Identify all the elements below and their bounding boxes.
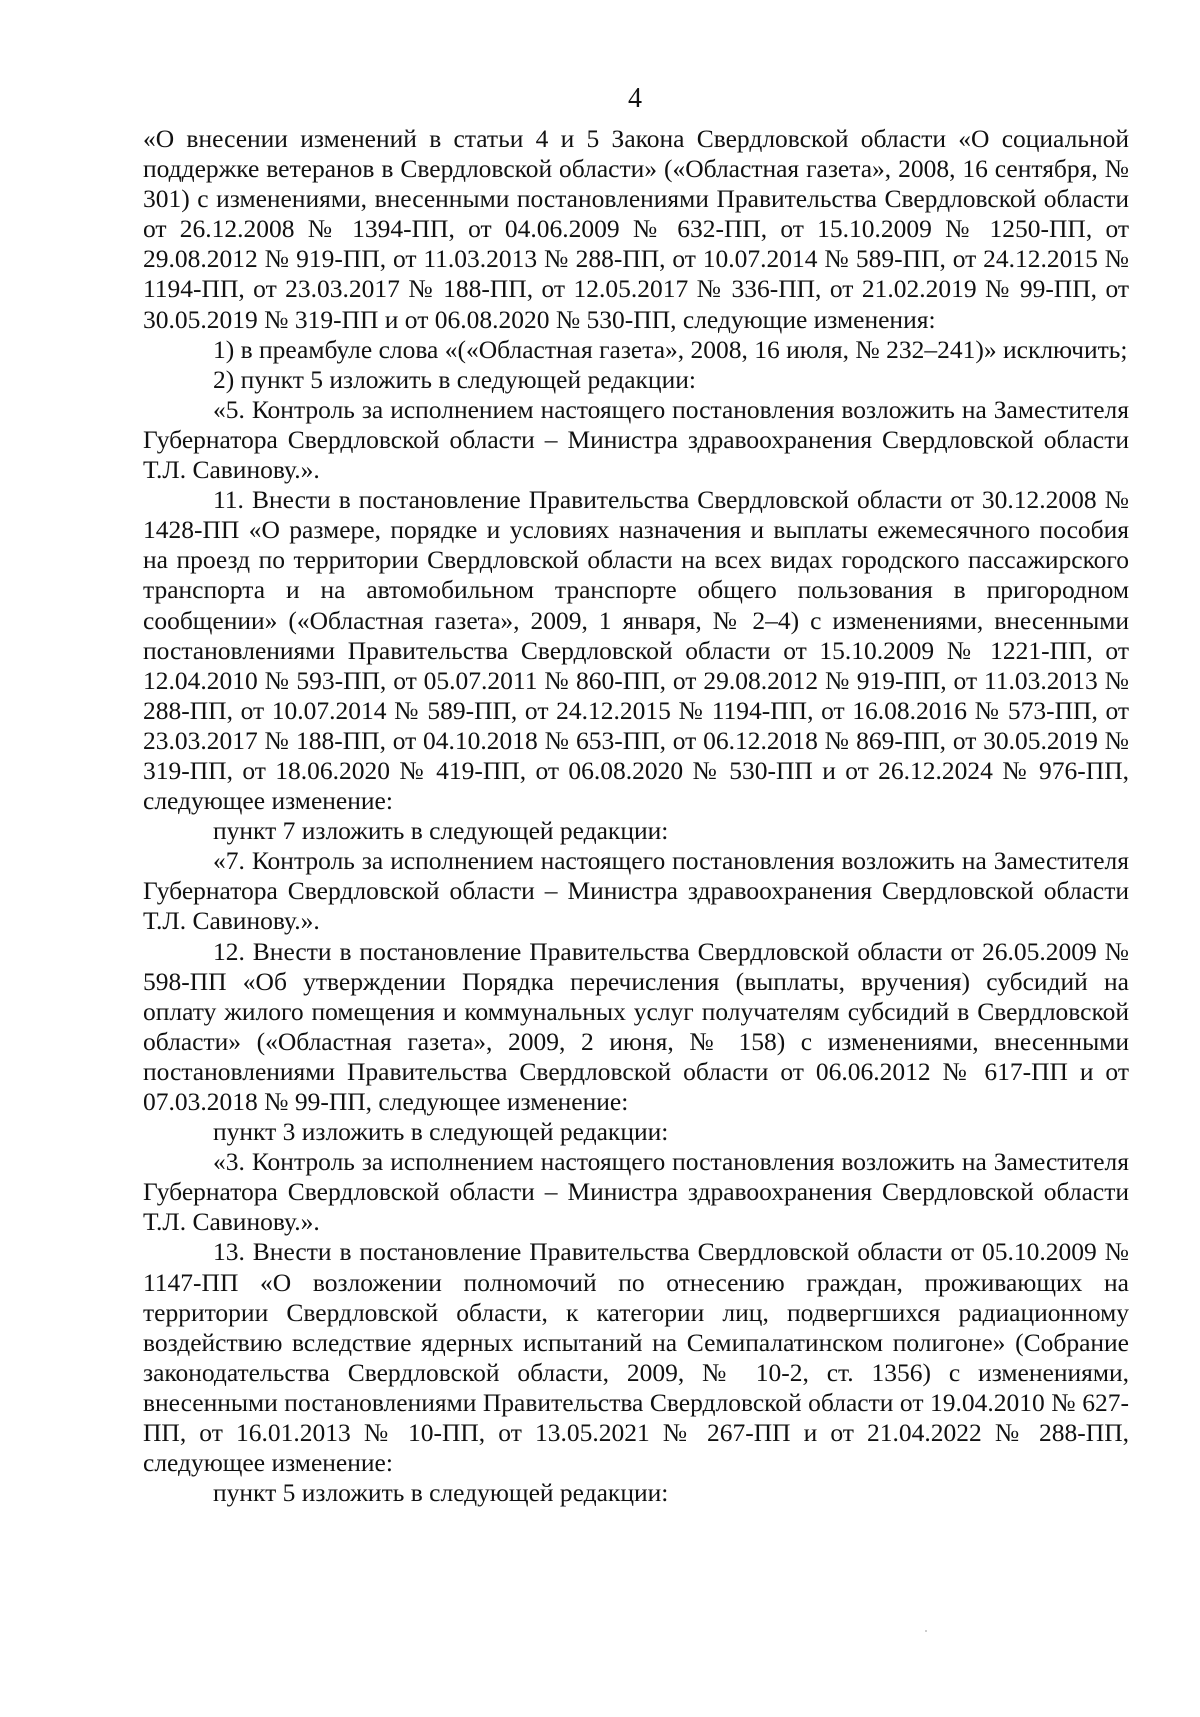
paragraph-quote-point-3: «3. Контроль за исполнением настоящего постановления возложить на Заместителя Губернатора Свердловской области – Министра здравоохранения Свердловской области Т.Л. Савинову.». [143, 1147, 1129, 1237]
paragraph-item-12-instruction: пункт 3 изложить в следующей редакции: [213, 1117, 669, 1147]
paragraph-subitem-1: 1) в преамбуле слова «(«Областная газета», 2008, 16 июля, № 232–241)» исключить; [213, 334, 1128, 364]
scan-speck [925, 1630, 927, 1632]
paragraph-item-11: 11. Внести в постановление Правительства Свердловской области от 30.12.2008 № 1428-ПП «О размере, порядке и условиях назначения и выплаты ежемесячного пособия на проезд по территории Свердловской области на всех видах городского пассажирского транспорта и на автомобильном транспорте общего пользования в пригородном сообщении» («Областная газета», 2009, 1 января, № 2–4) с изменениями, внесенными постановлениями Правительства Свердловской области от 15.10.2009 № 1221-ПП, от 12.04.2010 № 593-ПП, от 05.07.2011 № 860-ПП, от 29.08.2012 № 919-ПП, от 11.03.2013 № 288-ПП, от 10.07.2014 № 589-ПП, от 24.12.2015 № 1194-ПП, от 16.08.2016 № 573-ПП, от 23.03.2017 № 188-ПП, от 04.10.2018 № 653-ПП, от 06.12.2018 № 869-ПП, от 30.05.2019 № 319-ПП, от 18.06.2020 № 419-ПП, от 06.08.2020 № 530-ПП и от 26.12.2024 № 976-ПП, следующее изменение: [143, 485, 1129, 816]
paragraph-item-12: 12. Внести в постановление Правительства Свердловской области от 26.05.2009 № 598-ПП «Об утверждении Порядка перечисления (выплаты, вручения) субсидий на оплату жилого помещения и коммунальных услуг получателям субсидий в Свердловской области» («Областная газета», 2009, 2 июня, № 158) с изменениями, внесенными постановлениями Правительства Свердловской области от 06.06.2012 № 617-ПП и от 07.03.2018 № 99-ПП, следующее изменение: [143, 936, 1129, 1116]
paragraph-item-13-instruction: пункт 5 изложить в следующей редакции: [213, 1478, 669, 1508]
page-number: 4 [628, 83, 642, 114]
paragraph-quote-point-5: «5. Контроль за исполнением настоящего постановления возложить на Заместителя Губернатора Свердловской области – Министра здравоохранения Свердловской области Т.Л. Савинову.». [143, 394, 1129, 485]
paragraph-continuation: «О внесении изменений в статьи 4 и 5 Закона Свердловской области «О социальной поддержке ветеранов в Свердловской области» («Областная газета», 2008, 16 сентября, № 301) с изменениями, внесенными постановлениями Правительства Свердловской области от 26.12.2008 № 1394-ПП, от 04.06.2009 № 632-ПП, от 15.10.2009 № 1250-ПП, от 29.08.2012 № 919-ПП, от 11.03.2013 № 288-ПП, от 10.07.2014 № 589-ПП, от 24.12.2015 № 1194-ПП, от 23.03.2017 № 188-ПП, от 12.05.2017 № 336-ПП, от 21.02.2019 № 99-ПП, от 30.05.2019 № 319-ПП и от 06.08.2020 № 530-ПП, следующие изменения: [143, 124, 1129, 334]
paragraph-subitem-2: 2) пункт 5 изложить в следующей редакции: [213, 364, 696, 394]
document-body [143, 124, 1129, 1508]
paragraph-quote-point-7: «7. Контроль за исполнением настоящего постановления возложить на Заместителя Губернатора Свердловской области – Министра здравоохранения Свердловской области Т.Л. Савинову.». [143, 846, 1129, 936]
paragraph-item-13: 13. Внести в постановление Правительства Свердловской области от 05.10.2009 № 1147-ПП «О возложении полномочий по отнесению граждан, проживающих на территории Свердловской области, к категории лиц, подвергшихся радиационному воздействию вследствие ядерных испытаний на Семипалатинском полигоне» (Собрание законодательства Свердловской области, 2009, № 10-2, ст. 1356) с изменениями, внесенными постановлениями Правительства Свердловской области от 19.04.2010 № 627-ПП, от 16.01.2013 № 10-ПП, от 13.05.2021 № 267-ПП и от 21.04.2022 № 288-ПП, следующее изменение: [143, 1237, 1129, 1478]
paragraph-item-11-instruction: пункт 7 изложить в следующей редакции: [213, 816, 669, 846]
